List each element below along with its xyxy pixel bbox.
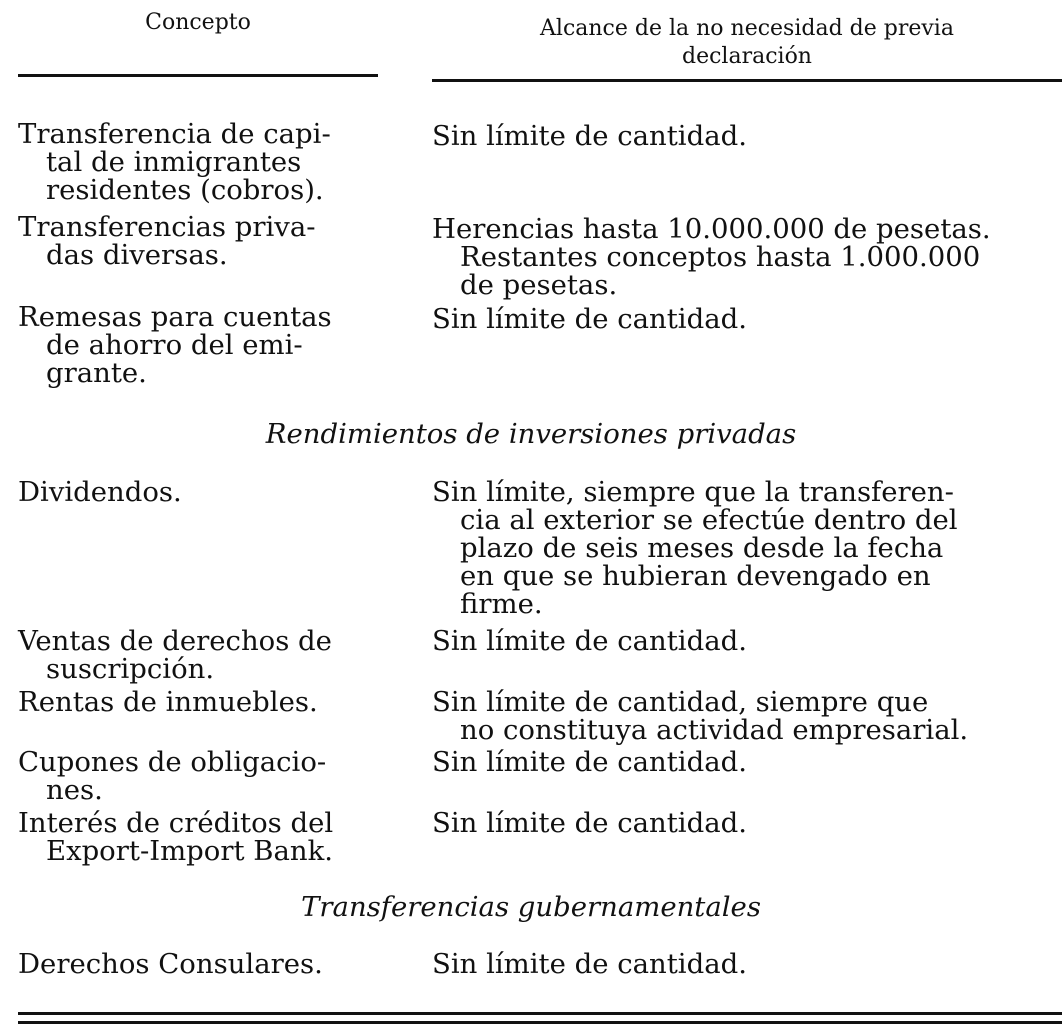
concept-cell [18,950,323,978]
concept-line: tal de inmigrantes [46,146,302,178]
scope-cell [432,627,747,655]
concept-cell [18,303,332,387]
concept-line: grante. [46,357,147,389]
concept-line: de ahorro del emi- [46,329,303,361]
concept-line: Transferencia de capi- [18,118,331,150]
scope-line: Sin límite de cantidad. [432,120,747,152]
scope-line: plazo de seis meses desde la fecha [460,532,944,564]
concept-cell [18,627,332,683]
concept-line: Export-Import Bank. [46,835,333,867]
concept-line: Rentas de inmuebles. [18,686,318,718]
scope-line: Restantes conceptos hasta 1.000.000 [460,241,981,273]
scope-line: en que se hubieran devengado en [460,560,931,592]
scope-line: Sin límite de cantidad. [432,807,747,839]
column-header-alcance-line: Alcance de la no necesidad de previa [540,16,954,41]
concept-line: das diversas. [46,239,228,271]
concept-cell [18,809,333,865]
scope-cell [432,215,991,299]
scope-line: Sin límite de cantidad. [432,625,747,657]
scope-line: Sin límite de cantidad. [432,303,747,335]
concept-line: Remesas para cuentas [18,301,332,333]
section-title-rendimientos: Rendimientos de inversiones privadas [265,418,797,450]
concept-line: residentes (cobros). [46,174,324,206]
concept-line: Transferencias priva- [18,211,316,243]
concept-line: suscripción. [46,653,215,685]
scope-line: Sin límite de cantidad. [432,948,747,980]
concept-line: Derechos Consulares. [18,948,323,980]
concept-cell [18,478,182,506]
section-title-transferencias-gubernamentales: Transferencias gubernamentales [301,891,761,923]
concept-line: Ventas de derechos de [18,625,332,657]
scope-line: firme. [460,588,543,620]
scope-cell [432,305,747,333]
concept-line: Cupones de obligacio- [18,746,327,778]
bottom-rule-upper [18,1012,1062,1015]
column-header-concepto: Concepto [145,10,251,35]
bottom-rule-lower [18,1021,1062,1024]
concept-cell [18,213,316,269]
scope-line: de pesetas. [460,269,618,301]
scope-cell [432,122,747,150]
concept-line: Dividendos. [18,476,182,508]
scope-line: cia al exterior se efectúe dentro del [460,504,958,536]
column-header-alcance [432,15,1062,71]
scope-cell [432,950,747,978]
concept-cell [18,748,326,804]
scope-line: Sin límite de cantidad, siempre que [432,686,929,718]
column-header-alcance-line: declaración [682,44,812,69]
scope-cell [432,748,747,776]
header-rule-left [18,74,378,77]
scope-cell [432,478,958,618]
scope-line: Sin límite, siempre que la transferen- [432,476,954,508]
concept-cell [18,120,331,204]
scope-line: Sin límite de cantidad. [432,746,747,778]
header-rule-right [432,79,1062,82]
scope-cell [432,809,747,837]
concept-line: nes. [46,774,103,806]
scope-line: Herencias hasta 10.000.000 de pesetas. [432,213,991,245]
scope-line: no constituya actividad empresarial. [460,714,969,746]
concept-line: Interés de créditos del [18,807,334,839]
concept-cell [18,688,318,716]
scope-cell [432,688,968,744]
